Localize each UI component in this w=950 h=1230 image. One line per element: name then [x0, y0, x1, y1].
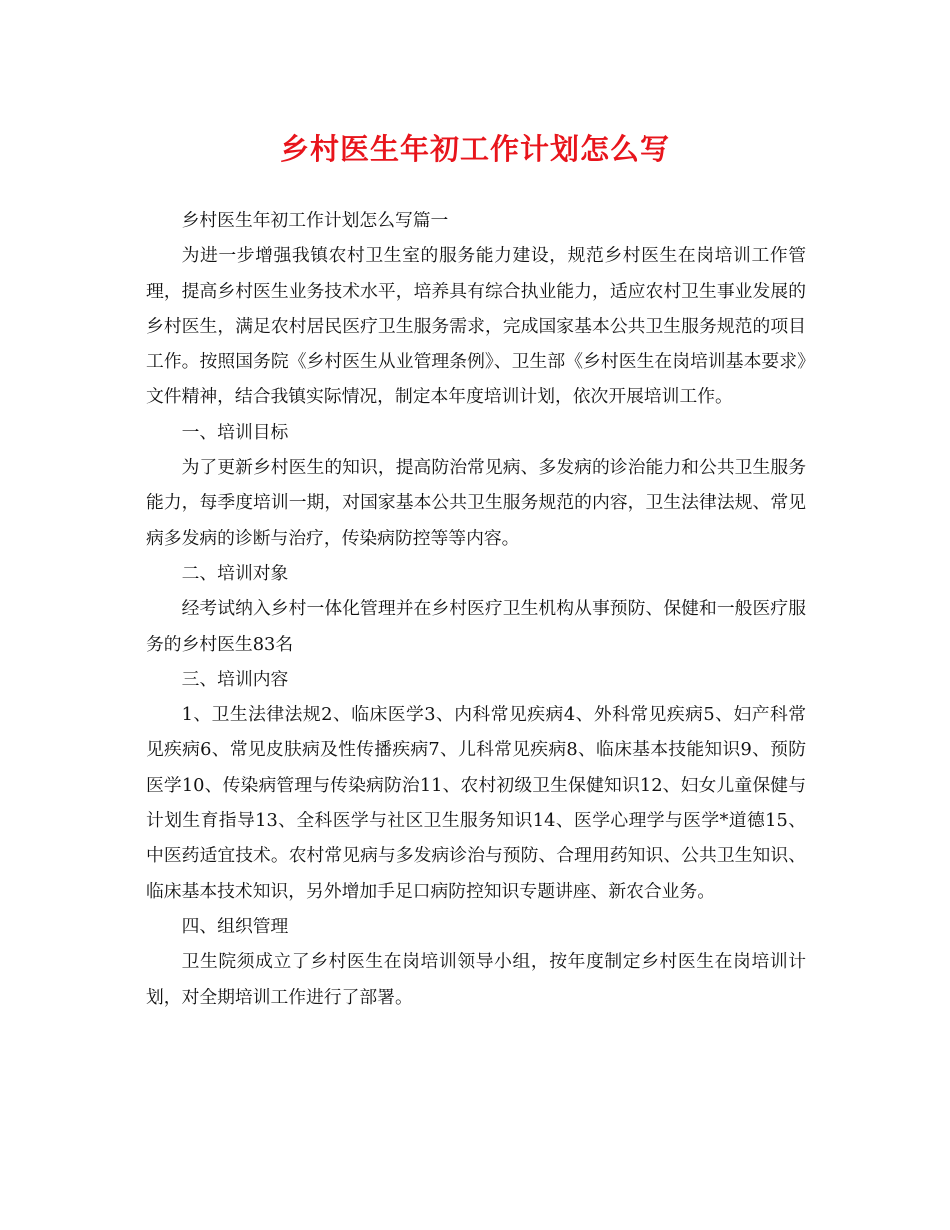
intro-paragraph: 为进一步增强我镇农村卫生室的服务能力建设，规范乡村医生在岗培训工作管理，提高乡村医生业务技术水平，培养具有综合执业能力，适应农村卫生事业发展的乡村医生，满足农村居民医疗卫生服务需求，完成国家基本公共卫生服务规范的项目工作。按照国务院《乡村医生从业管理条例》、卫生部《乡村医生在岗培训基本要求》文件精神，结合我镇实际情况，制定本年度培训计划，依次开展培训工作。: [146, 245, 806, 408]
training-content-paragraph: 1、卫生法律法规2、临床医学3、内科常见疾病4、外科常见疾病5、妇产科常见疾病6、常见皮肤病及性传播疾病7、儿科常见疾病8、临床基本技能知识9、预防医学10、传染病管理与传染病防治11、农村初级卫生保健知识12、妇女儿童保健与计划生育指导13、全科医学与社区卫生服务知识14、医学心理学与医学*道德15、中医药适宜技术。农村常见病与多发病诊治与预防、合理用药知识、公共卫生知识、临床基本技术知识，另外增加手足口病防控知识专题讲座、新农合业务。: [146, 704, 806, 902]
heading-training-goal: 一、培训目标: [181, 421, 289, 443]
document-body: [146, 203, 806, 1015]
training-goal-paragraph: 为了更新乡村医生的知识，提高防治常见病、多发病的诊治能力和公共卫生服务能力，每季度培训一期，对国家基本公共卫生服务规范的内容，卫生法律法规、常见病多发病的诊断与治疗，传染病防控等等内容。: [146, 457, 806, 549]
document-title: 乡村医生年初工作计划怎么写: [279, 132, 670, 166]
heading-training-target: 二、培训对象: [181, 562, 289, 584]
section-subtitle: 乡村医生年初工作计划怎么写篇一: [181, 210, 449, 231]
heading-training-content: 三、培训内容: [181, 668, 289, 690]
organization-paragraph: 卫生院须成立了乡村医生在岗培训领导小组，按年度制定乡村医生在岗培训计划，对全期培训工作进行了部署。: [146, 951, 806, 1008]
training-target-paragraph: 经考试纳入乡村一体化管理并在乡村医疗卫生机构从事预防、保健和一般医疗服务的乡村医生83名: [146, 598, 806, 655]
heading-organization: 四、组织管理: [181, 915, 289, 937]
